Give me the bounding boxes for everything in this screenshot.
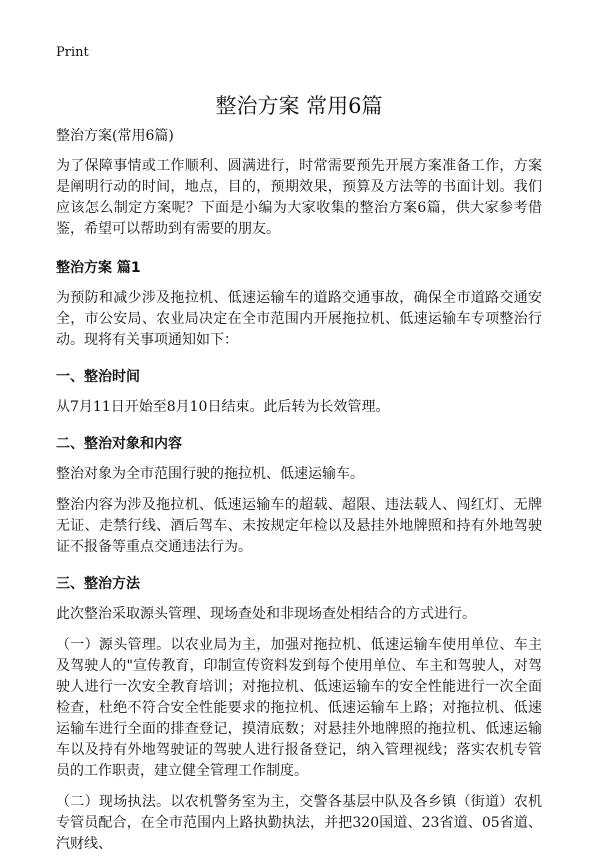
method-field-paragraph: （二）现场执法。以农机警务室为主，交警各基层中队及各乡镇（街道）农机专管员配合，在全市范围内上路执勤执法，并把320国道、23省道、05省道、汽财线、 — [56, 794, 542, 852]
section-intro-paragraph: 为预防和减少涉及拖拉机、低速运输车的道路交通事故，确保全市道路交通安全，市公安局、农业局决定在全市范围内开展拖拉机、低速运输车专项整治行动。现将有关事项通知如下： — [56, 290, 542, 348]
content-paragraph: 整治内容为涉及拖拉机、低速运输车的超载、超限、违法载人、闯红灯、无牌无证、走禁行线、酒后驾车、未按规定年检以及悬挂外地牌照和持有外地驾驶证不报备等重点交通违法行为。 — [56, 497, 542, 555]
method-paragraph: 此次整治采取源头管理、现场查处和非现场查处相结合的方式进行。 — [56, 606, 476, 622]
object-heading: 二、整治对象和内容 — [56, 436, 182, 452]
time-heading: 一、整治时间 — [56, 369, 140, 385]
section-heading: 整治方案 篇1 — [56, 260, 141, 276]
object-paragraph: 整治对象为全市范围行驶的拖拉机、低速运输车。 — [56, 466, 364, 482]
page-title: 整治方案 常用6篇 — [215, 94, 383, 118]
method-source-paragraph: （一）源头管理。以农业局为主，加强对拖拉机、低速运输车使用单位、车主及驾驶人的"宣传教育，印制宣传资料发到每个使用单位、车主和驾驶人，对驾驶人进行一次安全教育培训；对拖拉机、低速运输车的安全性能进行一次全面检查，杜绝不符合安全性能要求的拖拉机、低速运输车上路；对拖拉机、低速运输车进行全面的排查登记，摸清底数；对悬挂外地牌照的拖拉机、低速运输车以及持有外地驾驶证的驾驶人进行报备登记，纳入管理视线；落实农机专管员的工作职责，建立健全管理工作制度。 — [56, 637, 542, 779]
document-subtitle: 整治方案(常用6篇) — [56, 128, 174, 144]
time-paragraph: 从7月11日开始至8月10日结束。此后转为长效管理。 — [56, 399, 390, 415]
method-heading: 三、整治方法 — [56, 576, 140, 592]
print-label[interactable]: Print — [56, 45, 89, 60]
intro-paragraph: 为了保障事情或工作顺利、圆满进行，时常需要预先开展方案准备工作，方案是阐明行动的时间，地点，目的，预期效果，预算及方法等的书面计划。我们应该怎么制定方案呢？下面是小编为大家收集的整治方案6篇，供大家参考借鉴，希望可以帮助到有需要的朋友。 — [56, 158, 542, 237]
